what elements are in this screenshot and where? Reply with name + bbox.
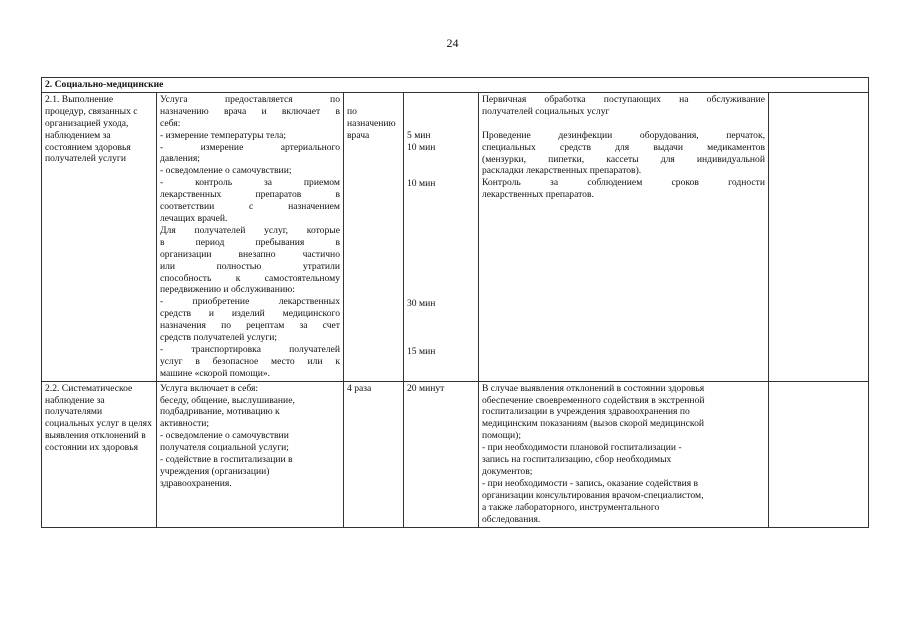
description-line: - транспортировка получателей — [160, 343, 340, 355]
duration-value: 20 минут — [407, 382, 445, 394]
description-line: или полностью утратили — [160, 260, 340, 272]
duration-value: 30 мин — [407, 297, 436, 309]
conditions-line: - при необходимости плановой госпитализации - — [482, 442, 682, 454]
description-line: лечащих врачей. — [160, 212, 228, 224]
conditions-line: специальных средств для выдачи медикаментов — [482, 141, 765, 153]
description-line: учреждения (организации) — [160, 466, 270, 477]
extra-cell — [769, 381, 869, 527]
description-line: способность к самостоятельному — [160, 272, 340, 284]
description-lines — [160, 94, 340, 380]
conditions-line: (мензурки, пипетки, кассеты для индивидуальной — [482, 153, 765, 165]
service-description-cell — [157, 92, 344, 381]
description-line: средств и изделий медицинского — [160, 308, 340, 320]
description-line: - контроль за приемом — [160, 177, 340, 189]
description-line: Для получателей услуг, которые — [160, 224, 340, 236]
frequency: 4 раза — [347, 382, 372, 394]
conditions-line: запись на госпитализацию, сбор необходимых — [482, 454, 672, 466]
description-line: организации внезапно частично — [160, 248, 340, 260]
description-line: здравоохранения. — [160, 477, 232, 489]
description-line: Услуга включает в себя: — [160, 382, 259, 394]
conditions-line: лекарственных препаратов. — [482, 189, 594, 201]
description-line: в период пребывания в — [160, 236, 340, 248]
description-line: активности; — [160, 418, 210, 430]
conditions-line: обследования. — [482, 513, 541, 525]
conditions-line: организации консультирования врачом-специалистом, — [482, 489, 704, 501]
conditions-line: Контроль за соблюдением сроков годности — [482, 177, 765, 189]
description-line: передвижению и обслуживанию: — [160, 284, 295, 296]
description-line: - осведомление о самочувствии; — [160, 165, 292, 177]
description-line: услуг в безопасное место или к — [160, 355, 340, 367]
page-number: 24 — [446, 36, 459, 50]
description-line: назначению врача и включает в — [160, 105, 340, 117]
service-name-cell — [42, 381, 157, 527]
conditions-line: - при необходимости - запись, оказание содействия в — [482, 477, 699, 489]
description-line: себя: — [160, 117, 181, 129]
conditions-cell — [479, 381, 769, 527]
description-line: беседу, общение, выслушивание, — [160, 394, 295, 406]
conditions-cell — [479, 92, 769, 381]
duration-value: 5 мин — [407, 129, 431, 141]
description-lines — [160, 383, 340, 490]
conditions-line: В случае выявления отклонений в состоянии здоровья — [482, 382, 705, 394]
service-name: 2.1. Выполнение процедур, связанных с организацией ухода, наблюдением за состоянием здоровья получателей услуги — [45, 93, 138, 165]
service-name-cell — [42, 92, 157, 381]
section-header-row — [42, 78, 869, 93]
service-name: 2.2. Систематическое наблюдение за получателями социальных услуг в целях выявления отклонений в состоянии их здоровья — [45, 382, 152, 454]
description-line: - измерение артериального — [160, 141, 340, 153]
conditions-line: Проведение дезинфекции оборудования, перчаток, — [482, 129, 765, 141]
duration-cell — [404, 381, 479, 527]
description-line: машине «скорой помощи». — [160, 367, 271, 379]
duration-value: 10 мин — [407, 141, 436, 153]
service-description-cell — [157, 381, 344, 527]
description-line: средств получателей услуги; — [160, 332, 278, 344]
description-line: давления; — [160, 153, 200, 165]
table-row — [42, 381, 869, 527]
description-line: Услуга предоставляется по — [160, 93, 340, 105]
description-line: подбадривание, мотивацию к — [160, 406, 280, 418]
description-line: назначения по рецептам за счет — [160, 320, 340, 332]
conditions-line: получателей социальных услуг — [482, 105, 610, 117]
conditions-line: обеспечение своевременного содействия в экстренной — [482, 394, 705, 406]
conditions-line: документов; — [482, 466, 533, 477]
conditions-lines — [482, 94, 765, 201]
description-line: - измерение температуры тела; — [160, 129, 287, 141]
duration-value: 15 мин — [407, 345, 436, 357]
description-line: - осведомление о самочувствии — [160, 430, 289, 442]
duration-cell — [404, 92, 479, 381]
conditions-lines — [482, 383, 765, 526]
conditions-line: госпитализации в учреждения здравоохранения по — [482, 406, 690, 418]
description-line: - содействие в госпитализации в — [160, 454, 293, 466]
extra-cell — [769, 92, 869, 381]
table-row — [42, 92, 869, 381]
frequency-cell — [344, 92, 404, 381]
description-line: лекарственных препаратов в — [160, 189, 340, 201]
conditions-line: медицинским показаниям (вызов скорой медицинской — [482, 418, 705, 430]
description-line: получателя социальной услуги; — [160, 442, 289, 454]
conditions-line: а также лабораторного, инструментального — [482, 501, 660, 513]
services-table — [41, 77, 869, 528]
frequency-cell — [344, 381, 404, 527]
conditions-line: помощи); — [482, 430, 521, 442]
conditions-line: Первичная обработка поступающих на обслуживание — [482, 93, 765, 105]
conditions-line: раскладки лекарственных препаратов). — [482, 165, 642, 177]
frequency: по назначению врача — [347, 105, 396, 141]
description-line: соответствии с назначением — [160, 201, 340, 213]
duration-value: 10 мин — [407, 177, 436, 189]
description-line: - приобретение лекарственных — [160, 296, 340, 308]
section-title: 2. Социально-медицинские — [42, 78, 869, 93]
